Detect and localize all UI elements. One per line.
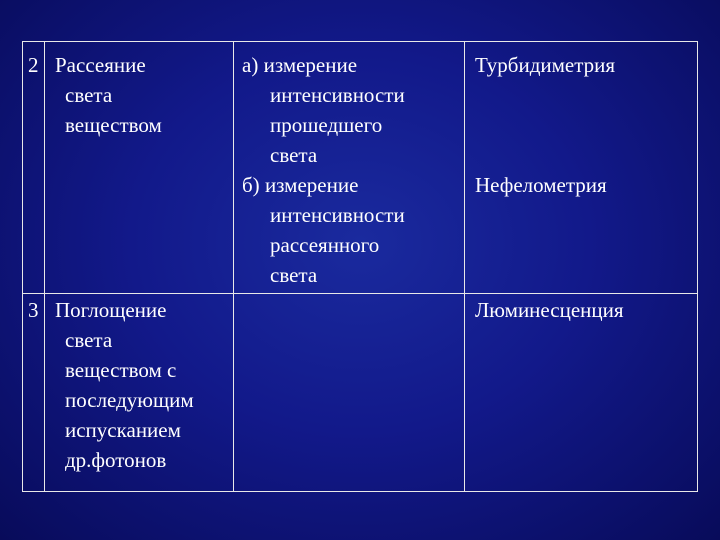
phenomenon-line: Поглощение [55,298,167,322]
phenomenon-line: света [65,83,113,107]
phenomenon-line: веществом с [65,358,177,382]
item-marker-a: а) [242,53,259,77]
row-number: 3 [28,298,39,322]
phenomenon-line: веществом [65,113,162,137]
phenomenon-cell [55,50,162,140]
method-nephelometry: Нефелометрия [475,173,607,197]
column-divider-number [44,42,45,491]
measurement-line: измерение [263,53,358,77]
method-turbidimetry: Турбидиметрия [475,53,616,77]
phenomenon-line: испусканием [65,418,181,442]
phenomenon-cell [55,295,194,475]
item-marker-b: б) [242,173,260,197]
measurement-line: света [270,263,318,287]
phenomenon-line: др.фотонов [65,448,167,472]
row-divider [23,293,697,294]
column-divider-measurement [464,42,465,491]
measurement-item-b [242,170,405,200]
measurement-line: рассеянного [270,233,380,257]
methods-table [22,41,698,492]
phenomenon-line: света [65,328,113,352]
measurement-line: интенсивности [270,83,405,107]
measurement-line: измерение [264,173,359,197]
phenomenon-line: последующим [65,388,194,412]
measurement-item-a [242,50,405,80]
measurement-cell [242,50,405,290]
row-number: 2 [28,53,39,77]
measurement-line: интенсивности [270,203,405,227]
column-divider-name [233,42,234,491]
measurement-line: прошедшего [270,113,383,137]
phenomenon-line: Рассеяние [55,53,146,77]
method-luminescence: Люминесценция [475,298,624,322]
measurement-line: света [270,143,318,167]
